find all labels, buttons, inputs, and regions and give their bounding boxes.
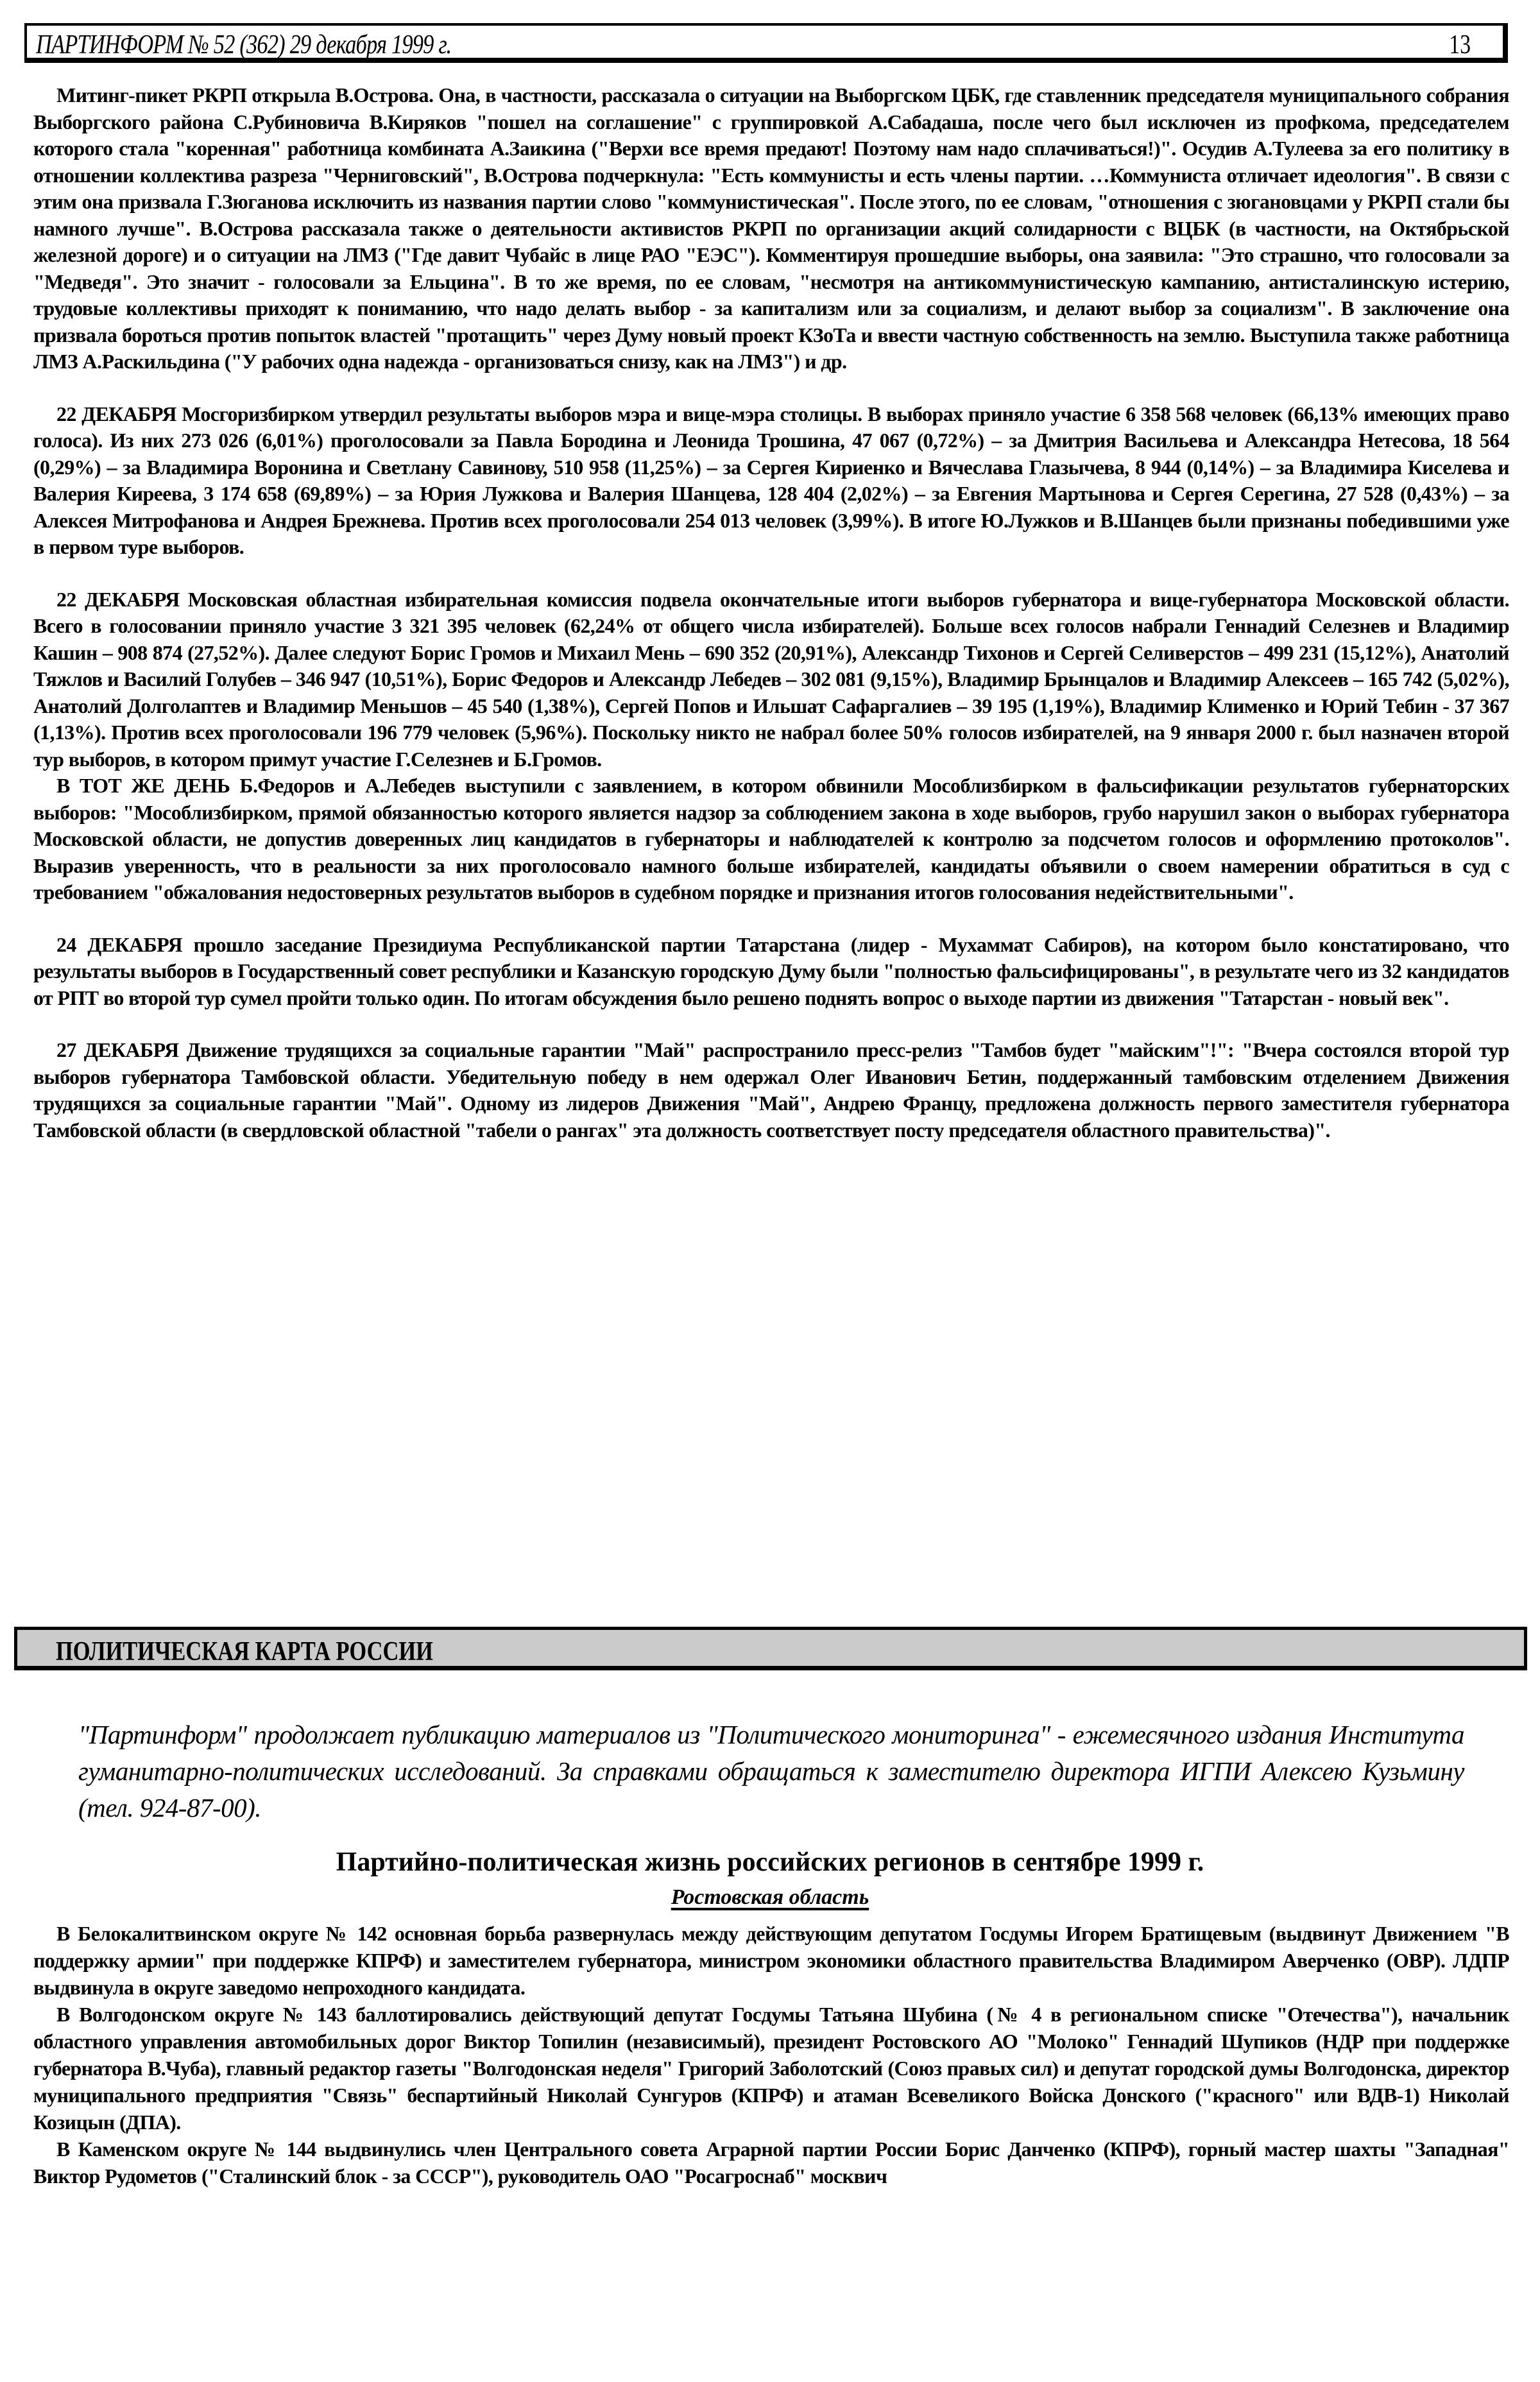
report-paragraph: В Каменском округе № 144 выдвинулись член Центрального совета Аграрной партии России Борис Данченко (КПРФ), горный мастер шахты "Западная" Виктор Рудометов ("Сталинский блок - за СССР"), руководитель ОАО "Росагроснаб" москвич (33, 2138, 1509, 2188)
page-number: 13 (1449, 30, 1471, 60)
article-date: 24 ДЕКАБРЯ (56, 932, 182, 956)
report-title: Партийно-политическая жизнь российских регионов в сентябре 1999 г. (336, 1847, 1204, 1877)
article-text: Митинг-пикет РКРП открыла В.Острова. Она, в частности, рассказала о ситуации на Выборгском ЦБК, где ставленник председателя муниципального собрания Выборгского района С.Рубиновича В.Киряков "пошел на соглашение" с группировкой А.Сабадаша, после чего был исключен из профкома, председателем которого стала "коренная" работница комбината А.Заикина ("Верхи все время предают! Поэтому нам надо сплачиваться!)". Осудив А.Тулеева за его политику в отношении коллектива разреза "Черниговский", В.Острова подчеркнула: "Есть коммунисты и есть члены партии. …Коммуниста отличает идеология". В связи с этим она призвала Г.Зюганова исключить из названия партии слово "коммунистическая". После этого, по ее словам, "отношения с зюгановцами у РКРП стали бы намного лучше". В.Острова рассказала также о деятельности активистов РКРП по организации акций солидарности с ВЦБК (в частности, на Октябрьской железной дороге) и о ситуации на ЛМЗ ("Где давит Чубайс в лице РАО "ЕЭС"). Комментируя прошедшие выборы, она заявила: "Это страшно, что голосовали за "Медведя". Это значит - голосовали за Ельцина". В то же время, по ее словам, "несмотря на антикоммунистическую кампанию, антисталинскую истерию, трудовые коллективы приходят к пониманию, что надо делать выбор - за капитализм или за социализм, и делают выбор за социализм". В заключение она призвала бороться против попыток властей "протащить" через Думу новый проект КЗоТа и ввести частную собственность на землю. Выступила также работница ЛМЗ А.Раскильдина ("У рабочих одна надежда - организоваться снизу, как на ЛМЗ") и др. (33, 83, 1509, 373)
section-intro: "Партинформ" продолжает публикацию материалов из "Политического мониторинга" - ежемесячного издания Института гуманитарно-политических исследований. За справками обращаться к заместителю директора ИГПИ Алексею Кузьмину (тел. 924-87-00). (78, 1720, 1464, 1822)
page-header (24, 23, 1508, 63)
article-paragraph (33, 401, 1509, 561)
region-heading (0, 1885, 1540, 1910)
article-text: Московская областная избирательная комиссия подвела окончательные итоги выборов губернатора и вице-губернатора Московской области. Всего в голосовании приняло участие 3 321 395 человек (62,24% от общего числа избирателей). Больше всех голосов набрали Геннадий Селезнев и Владимир Кашин – 908 874 (27,52%). Далее следуют Борис Громов и Михаил Мень – 690 352 (20,91%), Александр Тихонов и Сергей Селиверстов – 499 231 (15,12%), Анатолий Тяжлов и Василий Голубев – 346 947 (10,51%), Борис Федоров и Александр Лебедев – 302 081 (9,15%), Владимир Брынцалов и Владимир Алексеев – 165 742 (5,02%), Анатолий Долголаптев и Владимир Меньшов – 45 540 (1,38%), Сергей Попов и Ильшат Сафаргалиев – 39 195 (1,19%), Владимир Клименко и Юрий Тебин - 37 367 (1,13%). Против всех проголосовали 196 779 человек (5,96%). Поскольку никто не набрал более 50% голосов избирателей, на 9 января 2000 г. был назначен второй тур выборов, в котором примут участие Г.Селезнев и Б.Громов. (33, 587, 1509, 771)
article-date: 22 ДЕКАБРЯ (56, 402, 176, 425)
section-header (14, 1627, 1527, 1670)
section-title: ПОЛИТИЧЕСКАЯ КАРТА РОССИИ (56, 1637, 433, 1667)
article-date: 27 ДЕКАБРЯ (56, 1038, 179, 1061)
region-name: Ростовская область (671, 1885, 869, 1909)
article-paragraph (33, 773, 1509, 906)
report-paragraph: В Белокалитвинском округе № 142 основная борьба развернулась между действующим депутатом Госдумы Игорем Братищевым (выдвинут Движением "В поддержку армии" при поддержке КПРФ) и заместителем губернатора, министром экономики областного правительства Владимиром Аверченко (ОВР). ЛДПР выдвинула в округе заведомо непроходного кандидата. (33, 1922, 1509, 1999)
article-text: прошло заседание Президиума Республиканской партии Татарстана (лидер - Мухаммат Сабиров), на котором было констатировано, что результаты выборов в Государственный совет республики и Казанскую городскую Думу были "полностью фальсифицированы", в результате чего из 32 кандидатов от РПТ во второй тур сумел пройти только один. По итогам обсуждения было решено поднять вопрос о выходе партии из движения "Татарстан - новый век". (33, 932, 1509, 1009)
article-text: Движение трудящихся за социальные гарантии "Май" распространило пресс-релиз "Тамбов будет "майским"!": "Вчера состоялся второй тур выборов губернатора Тамбовской области. Убедительную победу в нем одержал Олег Иванович Бетин, поддержанный тамбовским отделением Движения трудящихся за социальные гарантии "Май". Одному из лидеров Движения "Май", Андрею Францу, предложена должность первого заместителя губернатора Тамбовской области (в свердловской областной "табели о рангах" эта должность соответствует посту председателя областного правительства)". (33, 1038, 1509, 1142)
article-date: В ТОТ ЖЕ ДЕНЬ (56, 774, 230, 797)
publication-title: ПАРТИНФОРМ № 52 (362) 29 декабря 1999 г. (36, 30, 452, 60)
article-paragraph (33, 82, 1509, 375)
article-text: Б.Федоров и А.Лебедев выступили с заявлением, в котором обвинили Мособлизбирком в фальсификации результатов губернаторских выборов: "Мособлизбирком, прямой обязанностью которого является надзор за соблюдением закона в ходе выборов, грубо нарушил закон о выборах губернатора Московской области, не допустив доверенных лиц кандидатов в губернаторы и наблюдателей к контролю за подсчетом голосов и оформлению протоколов". Выразив уверенность, что в реальности за них проголосовало намного больше избирателей, кандидаты объявили о своем намерении обратиться в суд с требованием "обжалования недостоверных результатов выборов в судебном порядке и признания итогов голосования недействительными". (33, 774, 1510, 904)
article-paragraph (33, 1037, 1509, 1144)
article-date: 22 ДЕКАБРЯ (56, 587, 180, 611)
region-report (33, 1920, 1509, 2189)
article-paragraph (33, 587, 1509, 773)
report-paragraph: В Волгодонском округе № 143 баллотировались действующий депутат Госдумы Татьяна Шубина (№ 4 в региональном списке "Отечества"), начальник областного управления автомобильных дорог Виктор Топилин (независимый), президент Ростовского АО "Молоко" Геннадий Шупиков (НДР при поддержке губернатора В.Чуба), главный редактор газеты "Волгодонская неделя" Григорий Заболотский (Союз правых сил) и депутат городской думы Волгодонска, директор муниципального предприятия "Связь" беспартийный Николай Сунгуров (КПРФ) и атаман Всевеликого Войска Донского ("красного" или ВДВ-1) Николай Козицын (ДПА). (33, 2003, 1509, 2134)
article-text: Мосгоризбирком утвердил результаты выборов мэра и вице-мэра столицы. В выборах приняло участие 6 358 568 человек (66,13% имеющих право голоса). Из них 273 026 (6,01%) проголосовали за Павла Бородина и Леонида Трошина, 47 067 (0,72%) – за Дмитрия Васильева и Александра Нетесова, 18 564 (0,29%) – за Владимира Воронина и Светлану Савинову, 510 958 (11,25%) – за Сергея Кириенко и Вячеслава Глазычева, 8 944 (0,14%) – за Владимира Киселева и Валерия Киреева, 3 174 658 (69,89%) – за Юрия Лужкова и Валерия Шанцева, 128 404 (2,02%) – за Евгения Мартынова и Сергея Серегина, 27 528 (0,43%) – за Алексея Митрофанова и Андрея Брежнева. Против всех проголосовали 254 013 человек (3,99%). В итоге Ю.Лужков и В.Шанцев были признаны победившими уже в первом туре выборов. (33, 402, 1509, 558)
news-chronicle (33, 82, 1509, 1144)
article-paragraph (33, 932, 1509, 1012)
